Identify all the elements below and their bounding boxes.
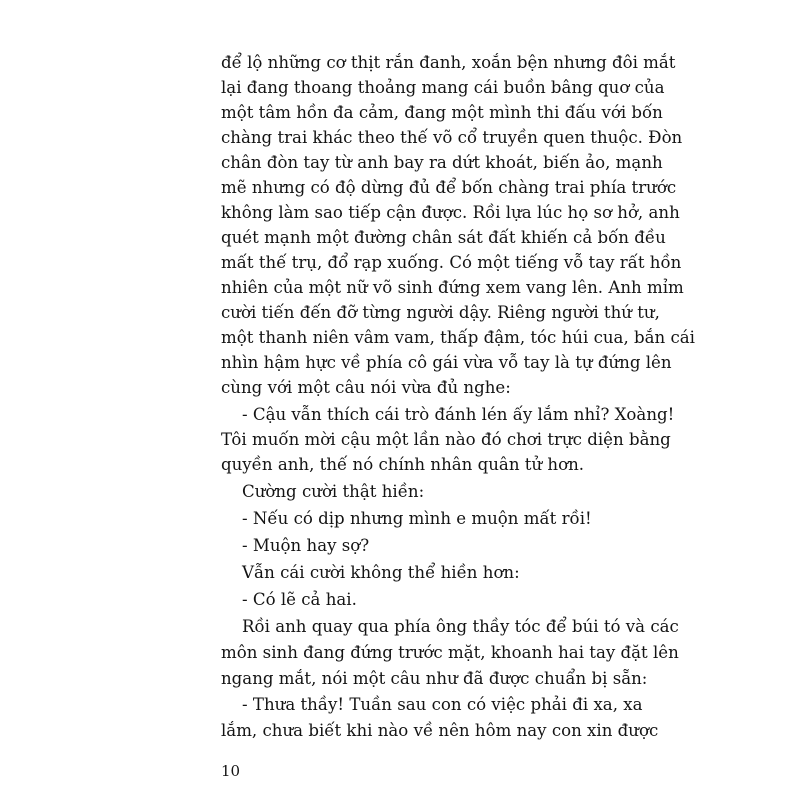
text-line: để lộ những cơ thịt rắn đanh, xoắn bện nhưng đôi mắt — [221, 53, 676, 72]
text-line: chàng trai khác theo thế võ cổ truyền quen thuộc. Đòn — [221, 128, 683, 147]
text-line: Rồi anh quay qua phía ông thầy tóc để búi tó và các — [242, 617, 679, 636]
text-line: quyền anh, thế nó chính nhân quân tử hơn. — [221, 455, 585, 474]
text-line: môn sinh đang đứng trước mặt, khoanh hai tay đặt lên — [221, 643, 679, 662]
text-line: cùng với một câu nói vừa đủ nghe: — [221, 378, 511, 397]
text-line: mẽ nhưng có độ dừng đủ để bốn chàng trai phía trước — [221, 178, 677, 197]
text-line: Cường cười thật hiền: — [242, 482, 425, 501]
dialogue-line: - Thưa thầy! Tuần sau con có việc phải đi xa, xa — [242, 695, 643, 714]
text-line: nhìn hậm hực về phía cô gái vừa vỗ tay là tự đứng lên — [221, 353, 672, 372]
dialogue-line: - Muộn hay sợ? — [242, 536, 370, 555]
text-line: một thanh niên vâm vam, thấp đậm, tóc húi cua, bắn cái — [221, 328, 695, 347]
text-line: nhiên của một nữ võ sinh đứng xem vang lên. Anh mỉm — [221, 278, 684, 297]
text-line: quét mạnh một đường chân sát đất khiến cả bốn đều — [221, 228, 666, 247]
dialogue-line: - Nếu có dịp nhưng mình e muộn mất rồi! — [242, 509, 592, 528]
text-line: cười tiến đến đỡ từng người dậy. Riêng người thứ tư, — [221, 303, 660, 322]
text-line: mất thế trụ, đổ rạp xuống. Có một tiếng vỗ tay rất hồn — [221, 253, 682, 272]
text-line: chân đòn tay từ anh bay ra dứt khoát, biến ảo, mạnh — [221, 153, 663, 172]
text-line: không làm sao tiếp cận được. Rồi lựa lúc họ sơ hở, anh — [221, 203, 680, 222]
text-line: Tôi muốn mời cậu một lần nào đó chơi trực diện bằng — [221, 430, 671, 449]
text-line: một tâm hồn đa cảm, đang một mình thi đấu với bốn — [221, 103, 663, 122]
text-line: ngang mắt, nói một câu như đã được chuẩn bị sẵn: — [221, 669, 648, 688]
text-line: lại đang thoang thoảng mang cái buồn bâng quơ của — [221, 78, 665, 97]
text-line: Vẫn cái cười không thể hiền hơn: — [242, 563, 520, 582]
dialogue-line: - Cậu vẫn thích cái trò đánh lén ấy lắm nhỉ? Xoàng! — [242, 405, 675, 424]
text-line: lắm, chưa biết khi nào về nên hôm nay con xin được — [221, 721, 659, 740]
dialogue-line: - Có lẽ cả hai. — [242, 590, 357, 609]
page-number: 10 — [221, 762, 241, 780]
